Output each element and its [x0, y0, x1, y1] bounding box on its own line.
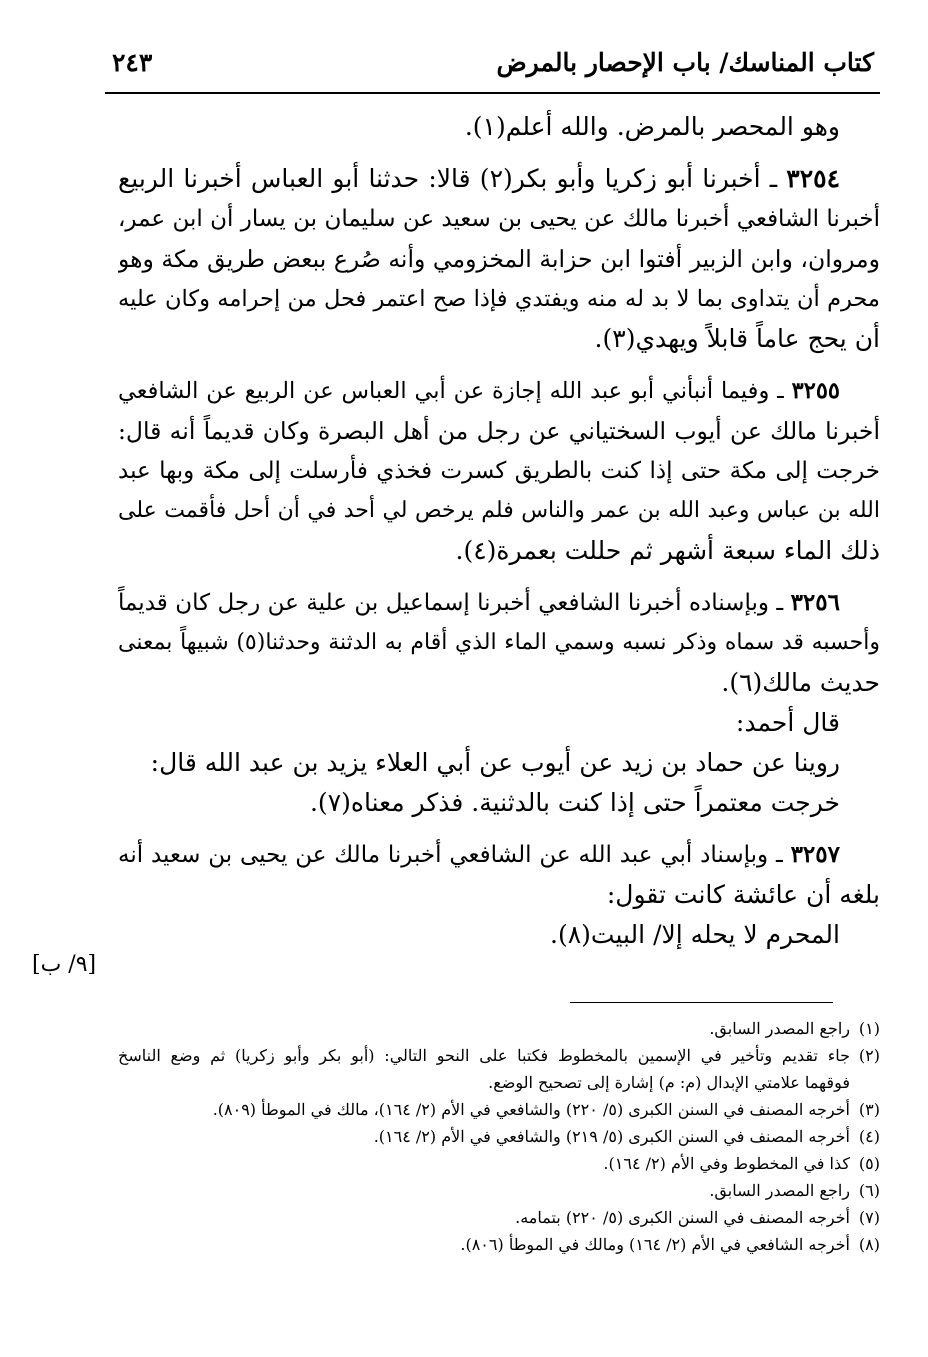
text-line: [118, 783, 880, 823]
footnote-text: جاء تقديم وتأخير في الإسمين بالمخطوط فكتبا على النحو التالي: (أبو بكر وأبو زكريا) ثم وضع الناسخ: [118, 1046, 850, 1065]
footnote: [118, 1204, 880, 1231]
line-text: حديث مالك(٦).: [721, 668, 880, 697]
line-text: ـ وفيما أنبأني أبو عبد الله إجازة عن أبي العباس عن الربيع عن الشافعي: [118, 378, 792, 404]
line-text: الله بن عباس وعبد الله بن عمر والناس فلم يرخص لي أحد في أن أحل فأقمت على: [118, 498, 880, 523]
footnote: [118, 1177, 880, 1204]
line-text: روينا عن حماد بن زيد عن أيوب عن أبي العلاء يزيد بن عبد الله قال:: [150, 748, 840, 777]
footnote-text: أخرجه الشافعي في الأم (٢/ ١٦٤) ومالك في الموطأ (٨٠٦).: [460, 1235, 850, 1254]
text-line: [118, 411, 880, 451]
running-header-title: كتاب المناسك/ باب الإحصار بالمرض: [496, 48, 874, 77]
footnote-text: راجع المصدر السابق.: [709, 1181, 850, 1200]
text-line: [118, 531, 880, 571]
paragraph-gap: [118, 823, 880, 835]
footnote-number: (١): [858, 1019, 880, 1038]
footnote: [118, 1150, 880, 1177]
line-text: بلغه أن عائشة كانت تقول:: [606, 880, 880, 909]
text-line: [118, 319, 880, 359]
footnote: [118, 1042, 880, 1069]
paragraph-gap: [118, 147, 880, 159]
footnote-text: فوقهما علامتي الإبدال (م: م) إشارة إلى تصحيح الوضع.: [488, 1073, 850, 1092]
footnote-text: أخرجه المصنف في السنن الكبرى (٥/ ٢٢٠) بتمامه.: [515, 1208, 850, 1227]
footnote-number: (٥): [858, 1154, 880, 1173]
footnote-number: (٦): [858, 1181, 880, 1200]
line-text: خرجت معتمراً حتى إذا كنت بالدثنية. فذكر معناه(٧).: [309, 788, 840, 817]
hadith-number: ٣٢٥٤: [786, 164, 841, 193]
text-line: [118, 835, 880, 875]
line-text: ـ وبإسناد أبي عبد الله عن الشافعي أخبرنا مالك عن يحيى بن سعيد أنه: [118, 842, 791, 868]
manuscript-folio-marker: [٩/ ب]: [32, 952, 97, 977]
paragraph-gap: [118, 571, 880, 583]
text-line: [118, 623, 880, 663]
text-line: [118, 451, 880, 491]
footnote-separator: [570, 1002, 833, 1003]
line-text: ـ وبإسناده أخبرنا الشافعي أخبرنا إسماعيل بن علية عن رجل كان قديماً: [118, 590, 791, 616]
footnote-text: راجع المصدر السابق.: [709, 1019, 850, 1038]
text-line: [118, 915, 880, 955]
line-text: خرجت إلى مكة حتى إذا كنت بالطريق كسرت فخذي فأرسلت إلى مكة وبها عبد: [118, 458, 880, 484]
header-rule: [105, 92, 880, 94]
text-line: [118, 199, 880, 239]
text-line: [118, 371, 880, 411]
footnote: [118, 1069, 880, 1096]
line-text: أخبرنا مالك عن أيوب السختياني عن رجل من أهل البصرة وكان قديماً أنه قال:: [118, 417, 880, 445]
footnote-text: كذا في المخطوط وفي الأم (٢/ ١٦٤).: [603, 1154, 850, 1173]
footnote: [118, 1015, 880, 1042]
text-line: [118, 159, 880, 199]
footnote-number: (٣): [858, 1100, 880, 1119]
line-text: وأحسبه قد سماه وذكر نسبه وسمي الماء الذي أقام به الدثنة وحدثنا(٥) شبيهاً بمعنى: [118, 630, 880, 655]
page-number: ٢٤٣: [112, 48, 153, 77]
footnote: [118, 1096, 880, 1123]
footnote-number: (٨): [858, 1235, 880, 1254]
footnote-text: أخرجه المصنف في السنن الكبرى (٥/ ٢١٩) والشافعي في الأم (٢/ ١٦٤).: [373, 1127, 850, 1146]
main-text: [118, 107, 880, 955]
footnote: [118, 1123, 880, 1150]
footnotes: [118, 1015, 880, 1258]
line-text: المحرم لا يحله إلا/ البيت(٨).: [550, 920, 840, 949]
line-text: ـ أخبرنا أبو زكريا وأبو بكر(٢) قالا: حدثنا أبو العباس أخبرنا الربيع: [118, 164, 787, 193]
text-line: [118, 491, 880, 531]
line-text: قال أحمد:: [735, 708, 840, 737]
text-line: [118, 279, 880, 319]
hadith-number: ٣٢٥٦: [790, 589, 840, 616]
hadith-number: ٣٢٥٥: [791, 378, 840, 404]
footnote: [118, 1231, 880, 1258]
text-line: [118, 107, 880, 147]
line-text: ومروان، وابن الزبير أفتوا ابن حزابة المخزومي وأنه صُرع ببعض طريق مكة وهو: [118, 245, 880, 273]
line-text: وهو المحصر بالمرض. والله أعلم(١).: [464, 112, 840, 141]
footnote-text: أخرجه المصنف في السنن الكبرى (٥/ ٢٢٠) والشافعي في الأم (٢/ ١٦٤)، مالك في الموطأ (٨٠٩).: [212, 1100, 850, 1119]
text-line: [118, 239, 880, 279]
footnote-number: (٢): [858, 1046, 880, 1065]
footnote-number: (٤): [858, 1127, 880, 1146]
text-line: [118, 875, 880, 915]
text-line: [118, 743, 880, 783]
line-text: أن يحج عاماً قابلاً ويهدي(٣).: [594, 324, 880, 353]
text-line: [118, 703, 880, 743]
text-line: [118, 663, 880, 703]
line-text: محرم أن يتداوى بما لا بد له منه ويفتدي فإذا صح اعتمر فحل من إحرامه وكان عليه: [118, 286, 880, 312]
paragraph-gap: [118, 359, 880, 371]
line-text: أخبرنا الشافعي أخبرنا مالك عن يحيى بن سعيد عن سليمان بن يسار أن ابن عمر،: [118, 206, 880, 232]
hadith-number: ٣٢٥٧: [790, 841, 840, 868]
text-line: [118, 583, 880, 623]
line-text: ذلك الماء سبعة أشهر ثم حللت بعمرة(٤).: [455, 536, 880, 565]
footnote-number: (٧): [858, 1208, 880, 1227]
